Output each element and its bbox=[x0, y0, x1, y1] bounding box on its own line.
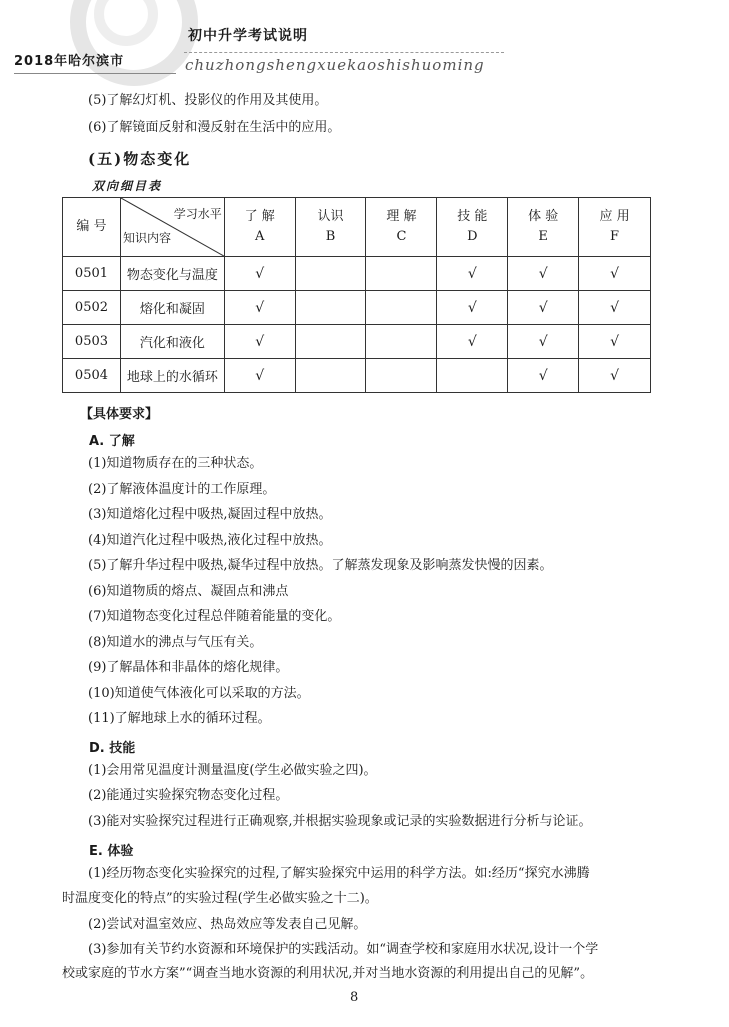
mark-cell: √ bbox=[508, 325, 579, 359]
mark-cell: √ bbox=[224, 359, 295, 393]
row-content: 地球上的水循环 bbox=[120, 359, 224, 393]
group-heading-skill: D. 技能 bbox=[89, 741, 136, 756]
mark-cell: √ bbox=[437, 325, 508, 359]
row-content: 汽化和液化 bbox=[120, 325, 224, 359]
mark-cell: √ bbox=[508, 257, 579, 291]
requirement-item: (5)了解升华过程中吸热,凝华过程中放热。了解蒸发现象及影响蒸发快慢的因素。 bbox=[88, 558, 553, 573]
mark-cell: √ bbox=[579, 257, 651, 291]
mark-cell: √ bbox=[224, 257, 295, 291]
level-code: B bbox=[325, 229, 336, 244]
requirement-item: (1)会用常见温度计测量温度(学生必做实验之四)。 bbox=[88, 763, 377, 778]
row-id: 0504 bbox=[63, 359, 121, 393]
mark-cell bbox=[295, 359, 366, 393]
level-name: 技 能 bbox=[457, 209, 488, 224]
header-level-c bbox=[366, 198, 437, 257]
mark-cell bbox=[366, 359, 437, 393]
header-year-underline bbox=[14, 73, 176, 74]
level-name: 认识 bbox=[317, 209, 344, 224]
requirement-item: (8)知道水的沸点与气压有关。 bbox=[88, 635, 263, 650]
requirement-item: (2)了解液体温度计的工作原理。 bbox=[88, 482, 276, 497]
mark-cell: √ bbox=[437, 291, 508, 325]
header-title: 初中升学考试说明 bbox=[188, 28, 308, 44]
table-row bbox=[63, 325, 651, 359]
intro-item-5: (5)了解幻灯机、投影仪的作用及其使用。 bbox=[88, 93, 328, 108]
mark-cell bbox=[295, 291, 366, 325]
header-cell-diagonal bbox=[120, 198, 224, 257]
row-content: 熔化和凝固 bbox=[120, 291, 224, 325]
requirement-item-continuation: 时温度变化的特点”的实验过程(学生必做实验之十二)。 bbox=[62, 891, 378, 906]
requirement-item: (9)了解晶体和非晶体的熔化规律。 bbox=[88, 660, 289, 675]
mark-cell: √ bbox=[224, 291, 295, 325]
mark-cell: √ bbox=[508, 359, 579, 393]
mark-cell bbox=[437, 359, 508, 393]
header-pinyin: chuzhongshengxuekaoshishuoming bbox=[185, 56, 485, 74]
intro-item-6: (6)了解镜面反射和漫反射在生活中的应用。 bbox=[88, 120, 341, 135]
requirement-item: (2)尝试对温室效应、热岛效应等发表自己见解。 bbox=[88, 917, 367, 932]
requirement-item-continuation: 校或家庭的节水方案”“调查当地水资源的利用状况,并对当地水资源的利用提出自己的见解”。 bbox=[62, 966, 594, 981]
header-level-d bbox=[437, 198, 508, 257]
requirement-item: (10)知道使气体液化可以采取的方法。 bbox=[88, 686, 310, 701]
mark-cell: √ bbox=[579, 359, 651, 393]
mark-cell bbox=[366, 325, 437, 359]
requirement-item: (1)知道物质存在的三种状态。 bbox=[88, 456, 263, 471]
requirement-item: (3)参加有关节约水资源和环境保护的实践活动。如“调查学校和家庭用水状况,设计一个学 bbox=[88, 942, 599, 957]
level-code: E bbox=[538, 229, 548, 244]
page-number: 8 bbox=[350, 990, 359, 1005]
section-title: (五)物态变化 bbox=[88, 150, 192, 168]
diagonal-label-level: 学习水平 bbox=[173, 207, 222, 221]
header-cell-number: 编 号 bbox=[63, 198, 121, 257]
mark-cell: √ bbox=[437, 257, 508, 291]
table-row bbox=[63, 291, 651, 325]
requirement-item: (4)知道汽化过程中吸热,液化过程中放热。 bbox=[88, 533, 332, 548]
row-id: 0501 bbox=[63, 257, 121, 291]
level-code: F bbox=[610, 229, 620, 244]
mark-cell bbox=[295, 257, 366, 291]
level-code: D bbox=[467, 229, 478, 244]
mark-cell: √ bbox=[224, 325, 295, 359]
header-divider bbox=[184, 52, 504, 53]
table-title: 双向细目表 bbox=[92, 179, 163, 193]
requirement-item: (1)经历物态变化实验探究的过程,了解实验探究中运用的科学方法。如:经历“探究水沸腾 bbox=[88, 866, 590, 881]
header-level-f bbox=[579, 198, 651, 257]
level-code: A bbox=[254, 229, 265, 244]
requirement-item: (3)能对实验探究过程进行正确观察,并根据实验现象或记录的实验数据进行分析与论证。 bbox=[88, 814, 592, 829]
mark-cell: √ bbox=[508, 291, 579, 325]
table-row bbox=[63, 359, 651, 393]
mark-cell bbox=[366, 257, 437, 291]
header-level-a bbox=[224, 198, 295, 257]
requirement-item: (6)知道物质的熔点、凝固点和沸点 bbox=[88, 584, 289, 599]
mark-cell bbox=[295, 325, 366, 359]
mark-cell: √ bbox=[579, 291, 651, 325]
row-id: 0502 bbox=[63, 291, 121, 325]
requirement-item: (11)了解地球上水的循环过程。 bbox=[88, 711, 271, 726]
row-id: 0503 bbox=[63, 325, 121, 359]
group-heading-understand: A. 了解 bbox=[89, 434, 135, 449]
header-level-e bbox=[508, 198, 579, 257]
level-name: 了 解 bbox=[244, 209, 275, 224]
table-header-row bbox=[63, 198, 651, 257]
level-name: 体 验 bbox=[528, 209, 559, 224]
level-name: 理 解 bbox=[386, 209, 417, 224]
group-heading-experience: E. 体验 bbox=[89, 844, 134, 859]
requirements-title: 【具体要求】 bbox=[80, 407, 159, 422]
level-code: C bbox=[396, 229, 407, 244]
mark-cell bbox=[366, 291, 437, 325]
header-level-b bbox=[295, 198, 366, 257]
objectives-table bbox=[62, 197, 651, 393]
table-row bbox=[63, 257, 651, 291]
level-name: 应 用 bbox=[599, 209, 630, 224]
mark-cell: √ bbox=[579, 325, 651, 359]
requirement-item: (2)能通过实验探究物态变化过程。 bbox=[88, 788, 289, 803]
requirement-item: (3)知道熔化过程中吸热,凝固过程中放热。 bbox=[88, 507, 332, 522]
diagonal-label-content: 知识内容 bbox=[122, 231, 171, 245]
header-year-city: 2018年哈尔滨市 bbox=[14, 54, 125, 69]
row-content: 物态变化与温度 bbox=[120, 257, 224, 291]
requirement-item: (7)知道物态变化过程总伴随着能量的变化。 bbox=[88, 609, 341, 624]
